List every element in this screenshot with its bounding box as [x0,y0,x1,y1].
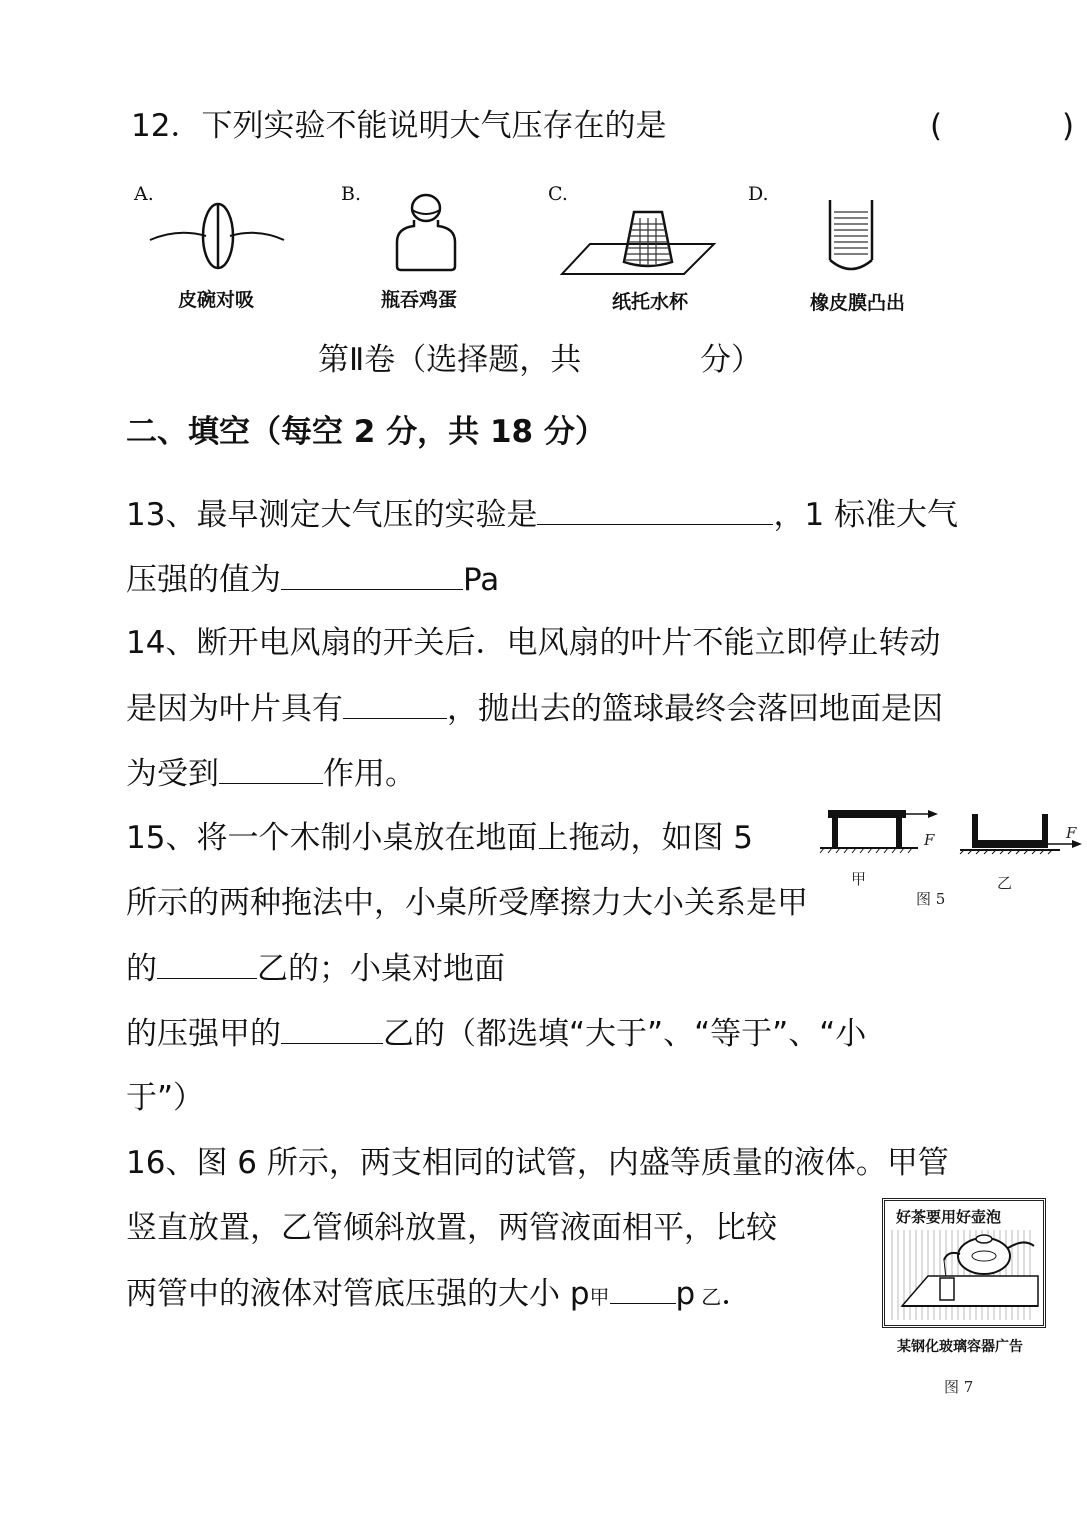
q14-text-d: 作用。 [323,756,416,792]
q16-text-a: 两管中的液体对管底压强的大小 p [126,1276,590,1312]
part2-title-right: 分） [700,342,762,378]
rubber-membrane-illustration [826,198,876,280]
q15-line3 [126,948,505,989]
q16-sub-jia: 甲 [589,1285,610,1309]
q13-text-c: 压强的值为 [126,562,281,598]
suction-cups-illustration [148,200,288,272]
q12-answer-paren-open: ( [930,108,943,144]
figure5-table-jia [820,808,940,854]
q14-blank-gravity[interactable] [219,753,323,784]
figure5-force-label-jia: F [924,831,935,849]
q15-blank-pressure[interactable] [281,1013,383,1044]
q15-text-b: 乙的；小桌对地面 [257,951,505,987]
q15-line1: 15、将一个木制小桌放在地面上拖动，如图 5 [126,820,754,856]
q16-line2: 竖直放置，乙管倾斜放置，两管液面相平，比较 [126,1210,777,1246]
q12-answer-paren-close: ) [1062,108,1075,144]
teapot-pouring-illustration [888,1224,1040,1324]
q14-blank-inertia[interactable] [343,688,447,719]
q14-text-b: ，抛出去的篮球最终会落回地面是因 [447,691,943,727]
q15-blank-friction[interactable] [157,948,257,979]
q14-line2 [126,688,943,729]
figure7-caption: 图 7 [944,1378,974,1396]
figure7-ad-title: 好茶要用好壶泡 [896,1208,1002,1226]
q13-line1 [126,494,958,535]
q12-stem: 12．下列实验不能说明大气压存在的是 [131,108,667,144]
q13-text-b: ，1 标准大气 [773,497,959,533]
q13-blank-experiment[interactable] [537,494,773,525]
q15-line5: 于”） [126,1080,205,1116]
option-b-letter: B. [341,183,362,205]
q14-text-a: 是因为叶片具有 [126,691,343,727]
q15-line2: 所示的两种拖法中，小桌所受摩擦力大小关系是甲 [126,885,808,921]
q14-line3 [126,753,416,794]
figure5-label-yi: 乙 [997,874,1013,892]
figure5-force-label-yi: F [1066,824,1077,842]
q16-blank-compare[interactable] [610,1273,676,1304]
q16-line3 [126,1273,752,1317]
option-c-caption: 纸托水杯 [612,291,689,313]
q15-text-c: 的压强甲的 [126,1016,281,1052]
part2-title-left: 第Ⅱ卷（选择题，共 [318,342,582,378]
figure5-caption: 图 5 [916,890,946,908]
bottle-egg-illustration [393,192,459,274]
figure7-ad-caption: 某钢化玻璃容器广告 [897,1339,1023,1355]
option-d-letter: D. [748,183,769,205]
q13-text-a: 13、最早测定大气压的实验是 [126,497,538,533]
option-a-caption: 皮碗对吸 [178,289,255,311]
q14-text-c: 为受到 [126,756,219,792]
section2-title: 二、填空（每空 2 分，共 18 分） [126,414,606,450]
q13-unit: Pa [463,562,500,598]
q14-line1: 14、断开电风扇的开关后．电风扇的叶片不能立即停止转动 [126,625,941,661]
figure5-label-jia: 甲 [851,870,867,888]
q16-line1: 16、图 6 所示，两支相同的试管，内盛等质量的液体。甲管 [126,1145,949,1181]
q15-text-d: 乙的（都选填“大于”、“等于”、“小 [383,1016,867,1052]
q16-text-p: p [675,1276,696,1312]
option-c-letter: C. [548,183,568,205]
q13-line2 [126,559,499,600]
paper-cup-illustration [560,210,716,278]
q15-line4 [126,1013,866,1054]
q13-blank-pressure[interactable] [281,559,463,590]
q16-period: ． [721,1276,753,1312]
option-d-caption: 橡皮膜凸出 [810,292,906,314]
q16-sub-yi: 乙 [701,1285,722,1309]
option-b-caption: 瓶吞鸡蛋 [381,289,458,311]
option-a-letter: A. [134,183,154,205]
q15-text-a: 的 [126,951,157,987]
